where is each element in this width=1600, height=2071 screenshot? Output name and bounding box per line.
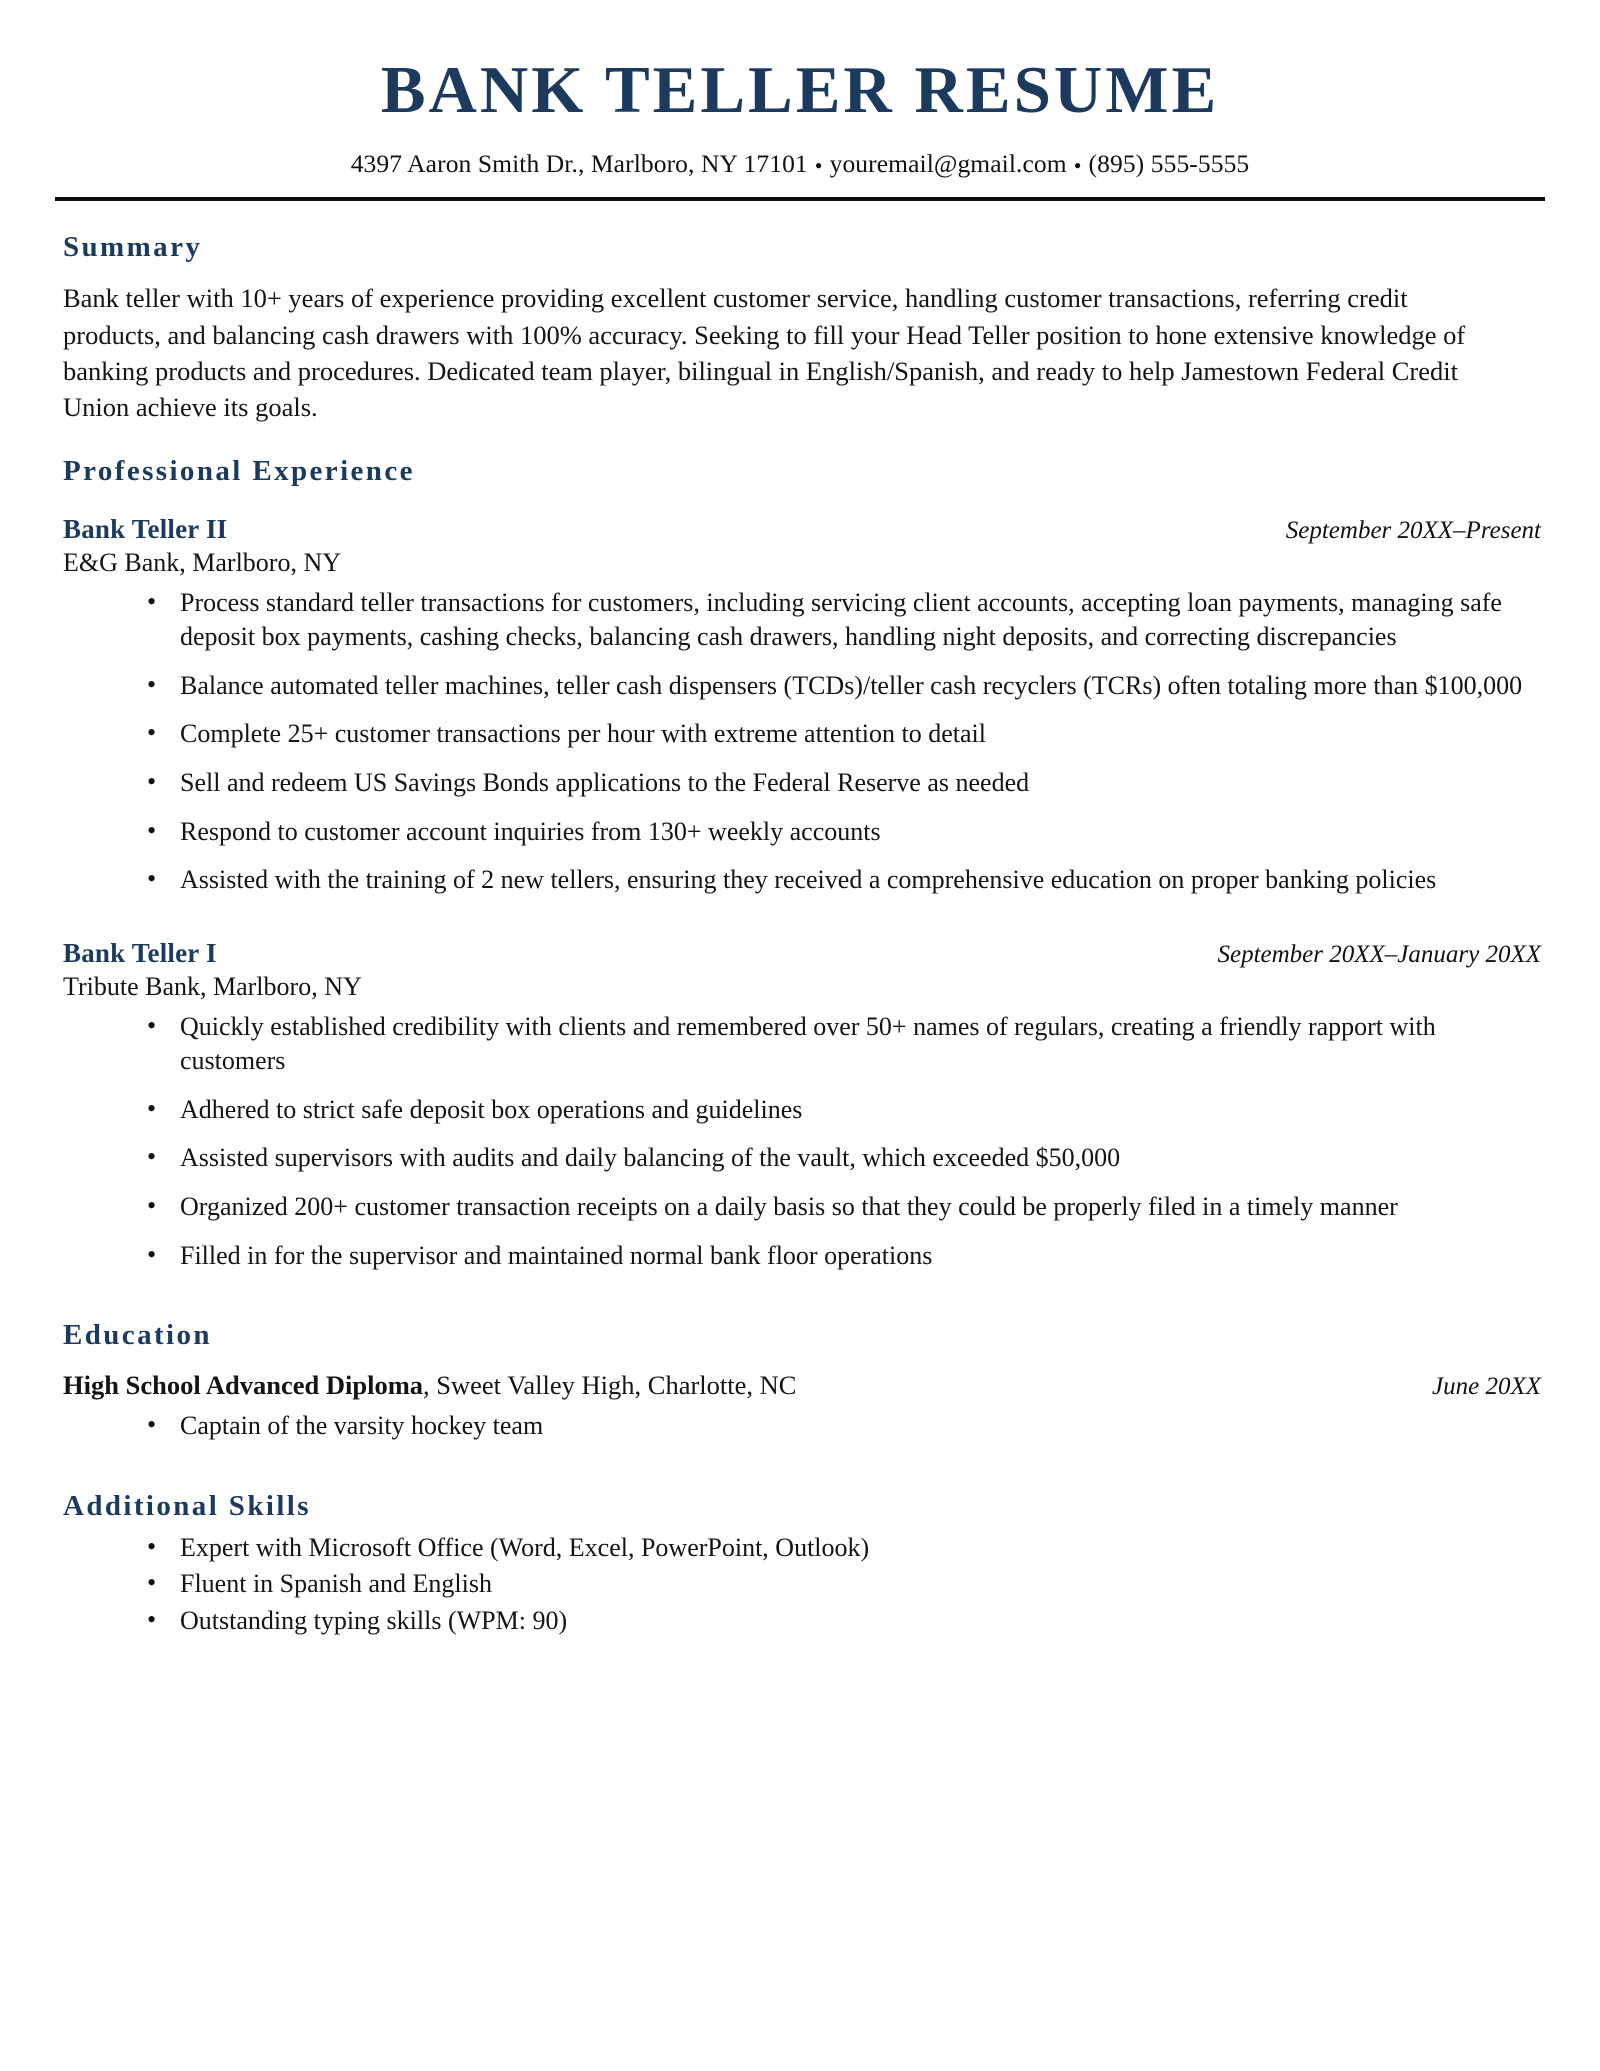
job-bullet-list	[55, 586, 1545, 898]
header-divider	[55, 197, 1545, 201]
job-title: Bank Teller II	[63, 513, 228, 544]
education-entry-line	[63, 1370, 796, 1401]
job-entry	[55, 514, 1545, 898]
job-bullet-list	[55, 1010, 1545, 1273]
list-item: • Filled in for the supervisor and maintained normal bank floor operations	[55, 1239, 1545, 1274]
contact-address: 4397 Aaron Smith Dr., Marlboro, NY 17101	[350, 149, 808, 179]
education-entry-header	[63, 1370, 1545, 1401]
education-school: , Sweet Valley High, Charlotte, NC	[423, 1370, 797, 1401]
contact-separator-1: •	[814, 153, 823, 179]
job-entry	[55, 938, 1545, 1273]
summary-text: Bank teller with 10+ years of experience providing excellent customer service, handling customer transactions, referring credit products, and balancing cash drawers with 100% accuracy. Seeking to fill your Head Teller position to hone extensive knowledge of banking products and procedures. Dedicated team player, bilingual in English/Spanish, and ready to help Jamestown Federal Credit Union achieve its goals.	[63, 283, 1466, 422]
education-heading: Education	[63, 1319, 212, 1352]
contact-phone: (895) 555-5555	[1088, 149, 1250, 179]
list-item: • Complete 25+ customer transactions per hour with extreme attention to detail	[55, 717, 1545, 752]
list-item: • Sell and redeem US Savings Bonds applications to the Federal Reserve as needed	[55, 766, 1545, 801]
section-education	[55, 1319, 1545, 1444]
resume-header	[55, 0, 1545, 201]
list-item: • Respond to customer account inquiries from 130+ weekly accounts	[55, 815, 1545, 850]
job-company: E&G Bank, Marlboro, NY	[63, 547, 342, 577]
list-item: • Fluent in Spanish and English	[55, 1567, 1545, 1602]
education-date: June 20XX	[1432, 1373, 1541, 1401]
section-additional-skills	[55, 1490, 1545, 1639]
job-dates: September 20XX–Present	[1285, 516, 1541, 544]
skills-heading: Additional Skills	[63, 1489, 311, 1522]
list-item: • Process standard teller transactions for customers, including servicing client accounts, accepting loan payments, managing safe deposit box payments, cashing checks, balancing cash drawers, handling night deposits, and correcting discrepancies	[55, 586, 1545, 655]
contact-email[interactable]: youremail@gmail.com	[829, 149, 1067, 179]
list-item: • Balance automated teller machines, teller cash dispensers (TCDs)/teller cash recyclers (TCRs) often totaling more than $100,000	[55, 669, 1545, 704]
list-item: • Assisted with the training of 2 new tellers, ensuring they received a comprehensive education on proper banking policies	[55, 863, 1545, 898]
page-title: BANK TELLER RESUME	[380, 53, 1220, 127]
education-degree: High School Advanced Diploma	[63, 1370, 424, 1401]
job-title: Bank Teller I	[63, 937, 217, 968]
contact-separator-2: •	[1073, 153, 1082, 179]
education-bullet-list	[55, 1409, 1545, 1444]
contact-line	[55, 149, 1545, 179]
job-header	[63, 514, 1545, 545]
experience-heading: Professional Experience	[63, 454, 415, 487]
list-item: • Quickly established credibility with clients and remembered over 50+ names of regulars, creating a friendly rapport with customers	[55, 1010, 1545, 1079]
list-item: • Captain of the varsity hockey team	[55, 1409, 1545, 1444]
skills-bullet-list	[55, 1531, 1545, 1639]
list-item: • Expert with Microsoft Office (Word, Excel, PowerPoint, Outlook)	[55, 1531, 1545, 1566]
section-summary	[55, 231, 1545, 424]
section-professional-experience	[55, 455, 1545, 1274]
list-item: • Adhered to strict safe deposit box operations and guidelines	[55, 1093, 1545, 1128]
summary-heading: Summary	[63, 231, 203, 264]
job-header	[63, 938, 1545, 969]
job-dates: September 20XX–January 20XX	[1217, 940, 1541, 968]
list-item: • Outstanding typing skills (WPM: 90)	[55, 1604, 1545, 1639]
list-item: • Organized 200+ customer transaction receipts on a daily basis so that they could be properly filed in a timely manner	[55, 1190, 1545, 1225]
job-company: Tribute Bank, Marlboro, NY	[63, 971, 362, 1001]
list-item: • Assisted supervisors with audits and daily balancing of the vault, which exceeded $50,000	[55, 1141, 1545, 1176]
